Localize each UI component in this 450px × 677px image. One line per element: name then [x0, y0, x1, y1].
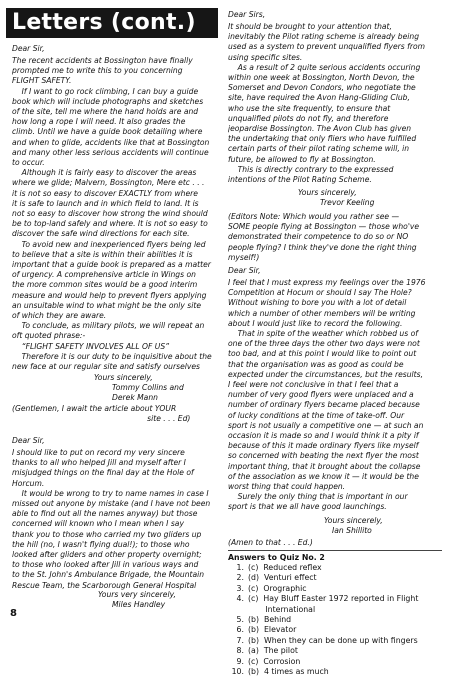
quiz-answer-item [228, 573, 442, 583]
quiz-answer-text: (d) Venturi effect [248, 573, 317, 583]
letter3-body: It should be brought to your attention that, inevitably the Pilot rating scheme is already being used as a system to prevent unqualified flyers from using specific sites. As a result of 2 quite serious accidents occuring within one week at Bossington, North Devon, the Somerset and Devon Condors, who negotiate the site, have required the Avon Hang-Gliding Club, who use the site frequently, to ensure that unqualified pilots do not fly, and therefore jeopardise Bossington. The Avon Club has given the undertaking that only fliers who have fulfilled certain parts of their pilot rating scheme will, in future, be allowed to fly at Bossington. This is directly contrary to the expressed intentions of the Pilot Rating Scheme. [228, 22, 425, 185]
letter1-body: The recent accidents at Bossington have finally prompted me to write this to you concerning FLIGHT SAFETY. If I want to go rock climbing, I can buy a guide book which will include photographs and sketches of the site, tell me where the hand holds are and how long a rope I will need. It also grades the climb. Until we have a guide book detailing where and when to glide, accidents like that at Bossington and many other less serious accidents will continue to occur. Although it is fairly easy to discover the areas where we glide; Malvern, Bossington, Mere etc . . . it is not so easy to discover EXACTLY from where it is safe to launch and in which field to land. It is not so easy to discover how strong the wind should be to top-land safely and where. It is not so easy to discover the safe wind directions for each site. To avoid new and inexperienced flyers being led to believe that a site is within their abilities it is important that a guide book is prepared as a matter of urgency. A comprehensive article in Wings on the more common sites would be a good interim measure and would help to prevent flyers applying an unsuitable wind to what might be the only site of which they are aware. To conclude, as military pilots, we will repeat an oft quoted phrase:- “FLIGHT SAFETY INVOLVES ALL OF US” Therefore it is our duty to be inquisitive about the new face at our regular site and satisfy ourselves [12, 56, 212, 372]
quiz-answer-item [228, 605, 442, 615]
quiz-answer-item [228, 615, 442, 625]
letter4-body: I feel that I must express my feelings over the 1976 Competition at Hocum or should I say The Hole? Without wishing to bore you with a lot of detail which a number of other members will be writing about I would just like to record the following. That in spite of the weather which robbed us of one of the three days the other two days were not too bad, and at this point I would like to point out that the organisation was as good as could be expected under the circumstances, but the results, I feel were not conclusive in that I feel that a number of very good flyers were unplaced and a number of ordinary flyers became placed because of lucky conditions at the time of take-off. Our sport is not usually a competitive one — at such an occasion it is made so and I would think it a pity if because of this it made ordinary flyers like myself so concerned with beating the next flyer the most important thing, that it brought about the collapse of the association as we know it — it would be the worst thing that could happen. Surely the only thing that is important in our sport is that we all have good launchings. [228, 278, 426, 512]
quiz-answer-number: 3. [236, 583, 244, 593]
letter4-signatory: Ian Shillito [332, 526, 372, 535]
quiz-answer-number [228, 605, 248, 615]
quiz-answer-number: 4. [236, 594, 244, 604]
letter2-closing: Yours very sincerely, [98, 590, 176, 599]
letter3-editor-note: (Editors Note: Which would you rather see — SOME people flying at Bossington — those who've demonstrated their competence to do so or NO people flying? I think they've done the right thing myself!) [228, 212, 420, 262]
quiz-answer-item [228, 667, 442, 677]
quiz-answer-text: International [248, 604, 316, 614]
quiz-answer-number: 10. [231, 667, 244, 677]
quiz-answer-number: 5. [236, 615, 244, 625]
quiz-answer-item [228, 636, 442, 646]
quiz-answer-text: (b) When they can be done up with fingers [248, 635, 418, 645]
quiz-answer-number: 9. [236, 656, 244, 666]
quiz-answer-item [228, 594, 442, 604]
quiz-answer-text: (c) Reduced reflex [248, 563, 322, 572]
page-number: 8 [10, 608, 17, 619]
quiz-answer-item [228, 625, 442, 635]
letter4-editor-note: (Amen to that . . . Ed.) [228, 538, 313, 547]
quiz-answers-list [228, 563, 442, 677]
page-heading: Letters (cont.) [6, 8, 218, 38]
quiz-answer-item [228, 584, 442, 594]
quiz-answer-number: 7. [236, 635, 244, 645]
quiz-answer-number: 2. [236, 573, 244, 583]
quiz-answer-item [228, 657, 442, 667]
quiz-answer-number: 1. [236, 563, 244, 572]
letter2-signatory: Miles Handley [112, 600, 166, 609]
quiz-answers [228, 553, 442, 677]
letter4-closing: Yours sincerely, [324, 516, 383, 525]
letter3-salutation: Dear Sirs, [228, 10, 266, 19]
letter1-salutation: Dear Sir, [12, 44, 45, 53]
quiz-answer-text: (c) Orographic [248, 583, 307, 593]
letter3-closing: Yours sincerely, [298, 188, 357, 197]
quiz-answers-title: Answers to Quiz No. 2 [228, 553, 325, 562]
letter1-signatories: Tommy Collins and Derek Mann [112, 383, 184, 403]
quiz-answer-number: 8. [236, 646, 244, 656]
quiz-answer-number: 6. [236, 625, 244, 635]
quiz-answer-text: (a) The pilot [248, 646, 298, 656]
letter4-salutation: Dear Sir, [228, 266, 261, 275]
quiz-answer-text: (c) Corrosion [248, 656, 301, 666]
quiz-answer-text: (b) Behind [248, 615, 292, 625]
letter1-closing: Yours sincerely, [94, 373, 153, 382]
quiz-answer-text: (b) 4 times as much [248, 667, 329, 677]
quiz-answer-item [228, 563, 442, 573]
letter3-signatory: Trevor Keeling [320, 198, 375, 207]
letter2-body: I should like to put on record my very sincere thanks to all who helped Jill and myself after I misjudged things on the final day at the Hole of Horcum. It would be wrong to try to name names in case I missed out anyone by mistake (and I have not been able to find out all the names anyway) but those concerned will known who I mean when I say thank you to those who carried my two gliders up the hill (no, I wasn't flying dual!); to those who looked after gliders and other property overnight; to those who looked after Jill in various ways and to the St. John's Ambulance Brigade, the Mountain Rescue Team, the Scarborough General Hospital [12, 448, 211, 590]
section-divider [228, 550, 442, 551]
letter1-editor-note: (Gentlemen, I await the article about YOUR site . . . Ed) [12, 404, 191, 424]
quiz-answer-text: (b) Elevator [248, 625, 297, 635]
letter2-salutation: Dear Sir, [12, 436, 45, 445]
quiz-answer-text: (c) Hay Bluff Easter 1972 reported in Flight [248, 594, 419, 604]
quiz-answer-item [228, 646, 442, 656]
